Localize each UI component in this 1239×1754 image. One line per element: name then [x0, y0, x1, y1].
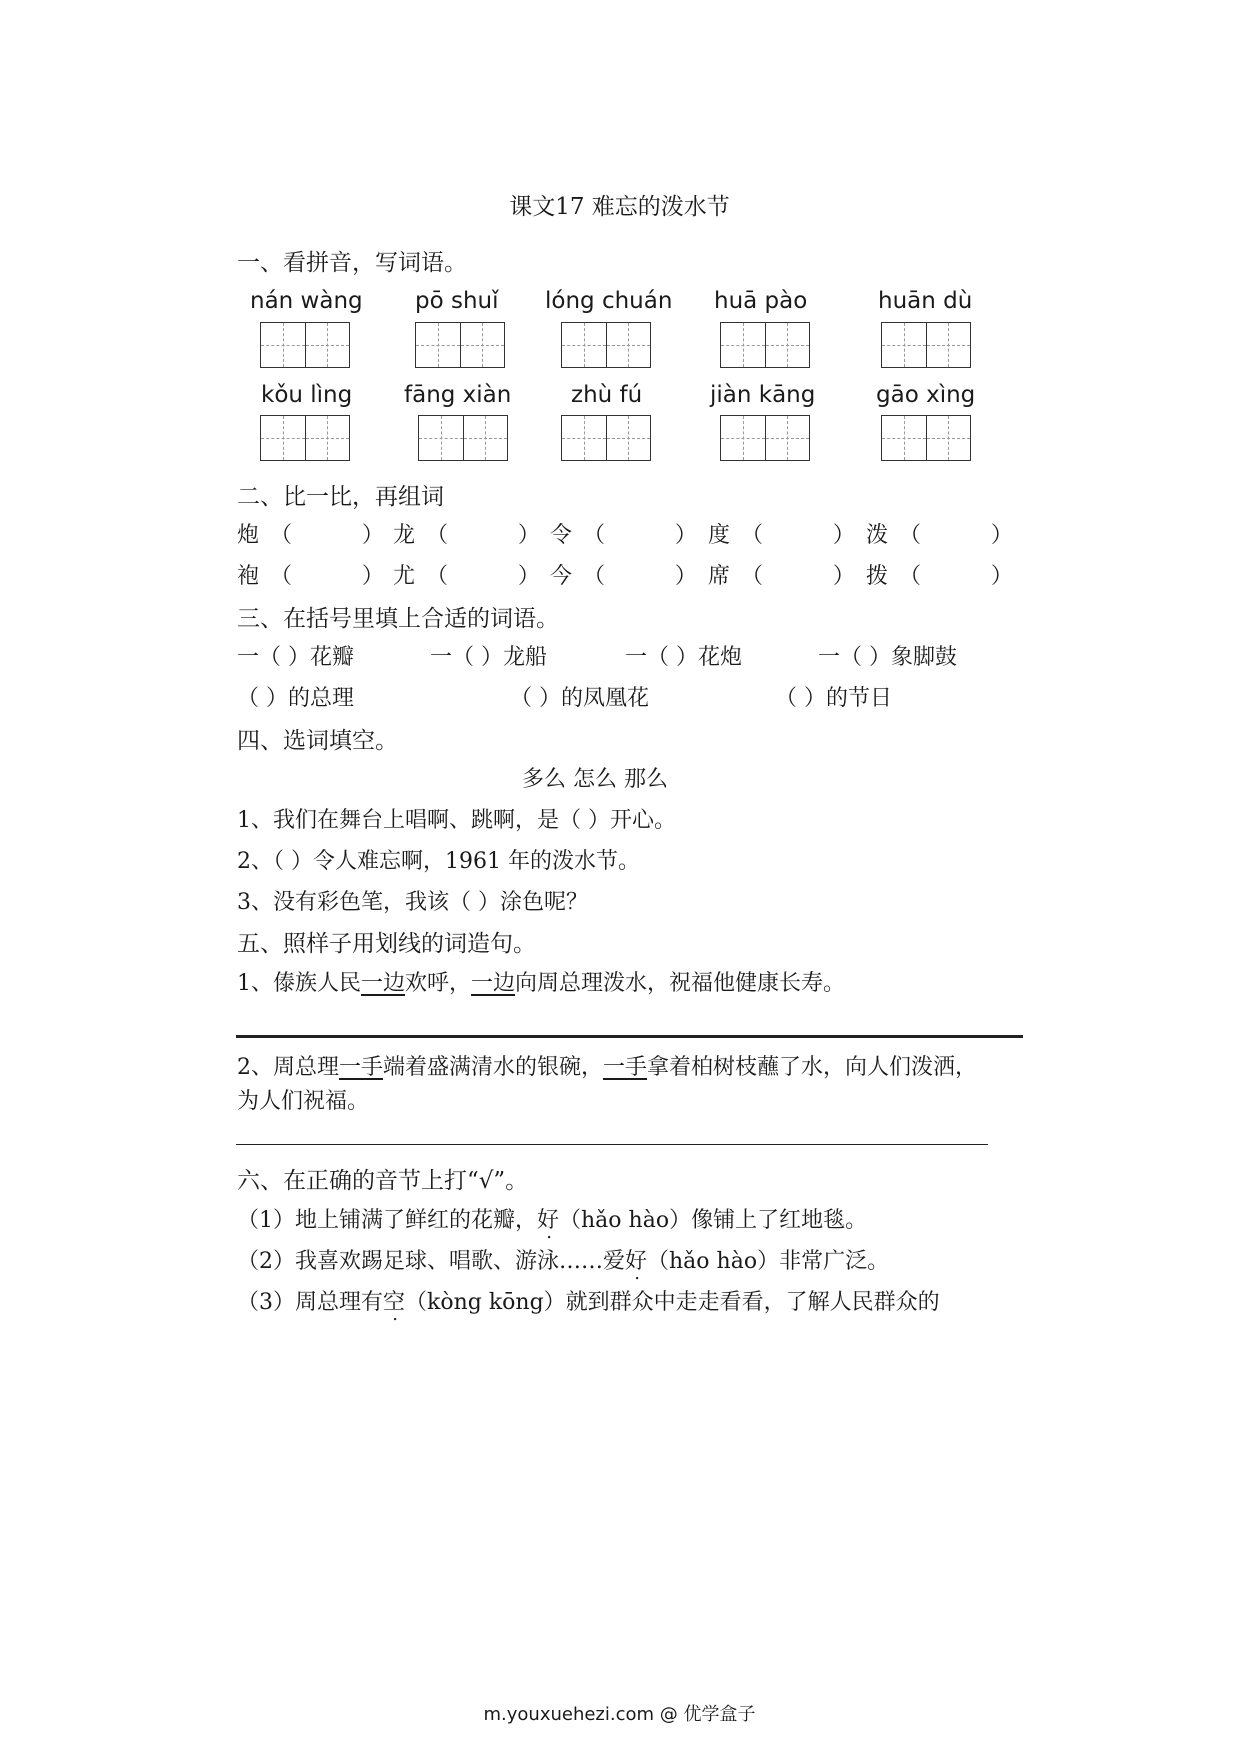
question-item[interactable]: 2、（ ）令人难忘啊，1961 年的泼水节。	[237, 849, 640, 874]
pinyin-label: gāo xìng	[876, 382, 976, 408]
pinyin-label: huān dù	[878, 288, 973, 314]
answer-blank[interactable]: （ ）	[426, 564, 540, 589]
section-1-heading: 一、看拼音，写词语。	[237, 250, 467, 276]
pronunciation-item[interactable]: （1）地上铺满了鲜红的花瓣，好（hǎo hào）像铺上了红地毯。	[237, 1208, 868, 1233]
compare-char: 炮	[237, 523, 260, 548]
compare-char: 席	[708, 564, 731, 589]
writing-grid[interactable]	[561, 415, 651, 461]
answer-blank[interactable]: （ ）	[270, 523, 384, 548]
answer-blank[interactable]: （ ）	[899, 523, 1013, 548]
answer-blank[interactable]: （ ）	[899, 564, 1013, 589]
answer-blank[interactable]: （ ）	[270, 564, 384, 589]
question-item[interactable]: 3、没有彩色笔，我该（ ）涂色呢？	[237, 890, 588, 915]
answer-blank[interactable]: （ ）	[426, 523, 540, 548]
answer-blank[interactable]: （ ）	[583, 564, 697, 589]
compare-char: 泼	[866, 523, 889, 548]
pinyin-label: nán wàng	[250, 288, 363, 314]
writing-grid[interactable]	[720, 322, 810, 368]
pinyin-label: huā pào	[714, 288, 808, 314]
pronunciation-item[interactable]: （3）周总理有空（kòng kōng）就到群众中走走看看，了解人民群众的	[237, 1290, 940, 1315]
writing-grid[interactable]	[260, 322, 350, 368]
pinyin-label: jiàn kāng	[710, 382, 816, 408]
compare-char: 拨	[866, 564, 889, 589]
page-title: 课文17 难忘的泼水节	[509, 194, 730, 220]
pinyin-label: pō shuǐ	[415, 288, 499, 314]
pinyin-label: zhù fú	[571, 382, 643, 408]
compare-char: 袍	[237, 564, 260, 589]
fill-item[interactable]: （ ）的总理	[237, 686, 354, 711]
writing-grid[interactable]	[881, 322, 971, 368]
example-sentence-2-cont: 为人们祝福。	[237, 1089, 370, 1114]
section-2-heading: 二、比一比，再组词	[237, 484, 444, 510]
fill-item[interactable]: 一（ ）象脚鼓	[818, 645, 957, 670]
compare-char: 度	[708, 523, 731, 548]
section-4-heading: 四、选词填空。	[237, 728, 398, 754]
fill-item[interactable]: 一（ ）龙船	[430, 645, 547, 670]
writing-grid[interactable]	[720, 415, 810, 461]
compare-char: 令	[550, 523, 573, 548]
fill-item[interactable]: （ ）的凤凰花	[510, 686, 649, 711]
footer-watermark: m.youxuehezi.com @ 优学盒子	[483, 1704, 756, 1725]
compare-char: 尤	[393, 564, 416, 589]
writing-grid[interactable]	[415, 322, 505, 368]
writing-grid[interactable]	[260, 415, 350, 461]
compare-char: 龙	[393, 523, 416, 548]
answer-blank[interactable]: （ ）	[741, 523, 855, 548]
answer-line[interactable]	[236, 1035, 1023, 1038]
fill-item[interactable]: 一（ ）花炮	[625, 645, 742, 670]
example-sentence-2: 2、周总理一手端着盛满清水的银碗，一手拿着柏树枝蘸了水，向人们泼洒，	[237, 1055, 978, 1080]
section-3-heading: 三、在括号里填上合适的词语。	[237, 606, 559, 632]
writing-grid[interactable]	[561, 322, 651, 368]
answer-line[interactable]	[236, 1144, 988, 1145]
word-choices: 多么 怎么 那么	[522, 767, 668, 792]
compare-char: 今	[550, 564, 573, 589]
question-item[interactable]: 1、我们在舞台上唱啊、跳啊，是（ ）开心。	[237, 808, 676, 833]
pinyin-label: kǒu lìng	[261, 382, 353, 408]
pinyin-label: fāng xiàn	[404, 382, 512, 408]
section-6-heading: 六、在正确的音节上打“√”。	[237, 1168, 529, 1194]
example-sentence-1: 1、傣族人民一边欢呼，一边向周总理泼水，祝福他健康长寿。	[237, 971, 846, 996]
pinyin-label: lóng chuán	[545, 288, 673, 314]
answer-blank[interactable]: （ ）	[583, 523, 697, 548]
fill-item[interactable]: 一（ ）花瓣	[237, 645, 354, 670]
fill-item[interactable]: （ ）的节日	[775, 686, 892, 711]
section-5-heading: 五、照样子用划线的词造句。	[237, 931, 536, 957]
writing-grid[interactable]	[418, 415, 508, 461]
answer-blank[interactable]: （ ）	[741, 564, 855, 589]
pronunciation-item[interactable]: （2）我喜欢踢足球、唱歌、游泳……爱好（hǎo hào）非常广泛。	[237, 1249, 890, 1274]
writing-grid[interactable]	[881, 415, 971, 461]
